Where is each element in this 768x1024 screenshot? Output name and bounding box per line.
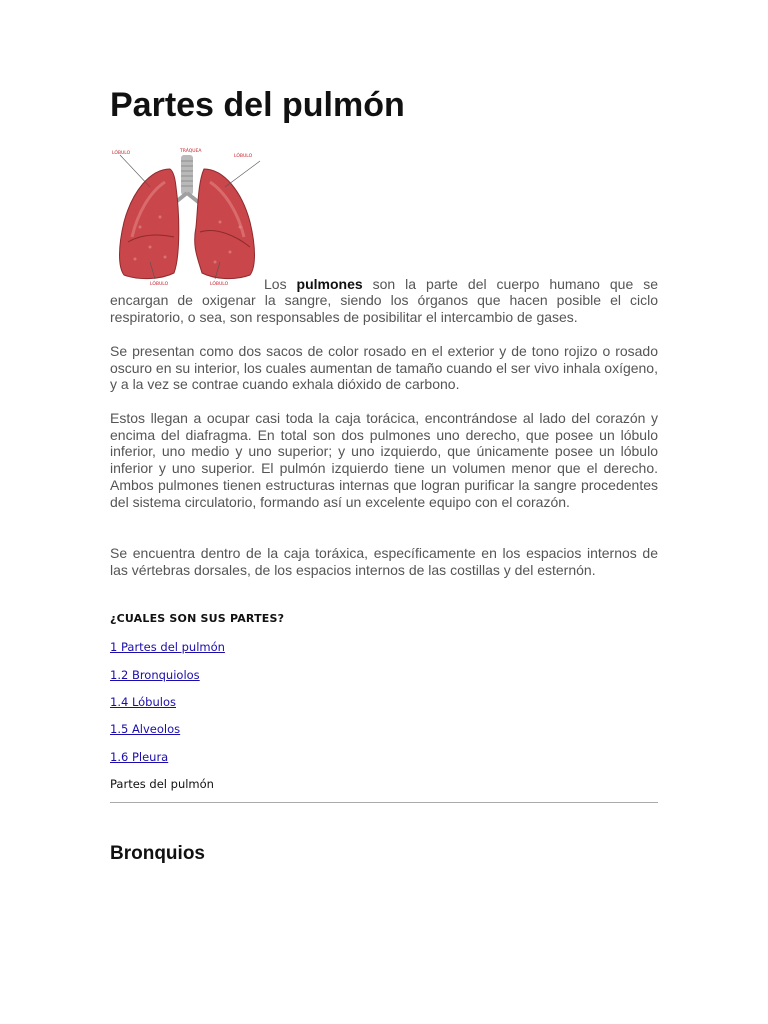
lungs-illustration: [110, 147, 265, 287]
lungs-image: [110, 147, 265, 287]
section-heading: Bronquios: [110, 843, 205, 864]
page-title: Partes del pulmón: [110, 86, 405, 124]
divider: [110, 802, 658, 803]
figure-label: LÓBULO: [112, 151, 131, 156]
toc-label: Partes del pulmón: [110, 777, 214, 791]
figure-label: LÓBULO: [150, 282, 169, 287]
paragraph-color: Se presentan como dos sacos de color rosado en el exterior y de tono rojizo o rosado oscuro en su interior, los cuales aumentan de tamaño cuando el ser vivo inhala oxígeno, y a la vez se contrae cuando exhala dióxido de carbono.: [110, 343, 658, 393]
intro-bold-word: pulmones: [296, 276, 363, 292]
intro-lead: Los: [264, 276, 297, 292]
intro-paragraph-rest: encargan de oxigenar la sangre, siendo los órganos que hacen posible el ciclo respiratorio, o sea, son responsables de posibilitar el intercambio de gases.: [110, 292, 658, 325]
toc-link-lobulos[interactable]: 1.4 Lóbulos: [110, 695, 176, 709]
toc-link-pleura[interactable]: 1.6 Pleura: [110, 750, 169, 764]
figure-label: LÓBULO: [210, 282, 229, 287]
toc-link-bronquiolos[interactable]: 1.2 Bronquiolos: [110, 668, 200, 682]
toc-link-partes[interactable]: 1 Partes del pulmón: [110, 640, 225, 654]
figure-label: LÓBULO: [234, 154, 253, 159]
paragraph-location: Estos llegan a ocupar casi toda la caja torácica, encontrándose al lado del corazón y encima del diafragma. En total son dos pulmones uno derecho, que posee un lóbulo inferior, uno medio y uno superior; y uno izquierdo, que únicamente posee un lóbulo inferior y uno superior. El pulmón izquierdo tiene un volumen menor que el derecho. Ambos pulmones tienen estructuras internas que logran purificar la sangre procedentes del sistema circulatorio, formando así un excelente equipo con el corazón.: [110, 410, 658, 510]
figure-label: TRÁQUEA: [180, 149, 202, 154]
intro-first-line: [264, 276, 658, 293]
intro-first-line-rest: son la parte del cuerpo humano que se: [362, 276, 658, 292]
toc-link-alveolos[interactable]: 1.5 Alveolos: [110, 722, 181, 736]
toc-heading: ¿CUALES SON SUS PARTES?: [110, 612, 285, 625]
paragraph-position: Se encuentra dentro de la caja toráxica, específicamente en los espacios internos de las vértebras dorsales, de los espacios internos de las costillas y del esternón.: [110, 545, 658, 578]
